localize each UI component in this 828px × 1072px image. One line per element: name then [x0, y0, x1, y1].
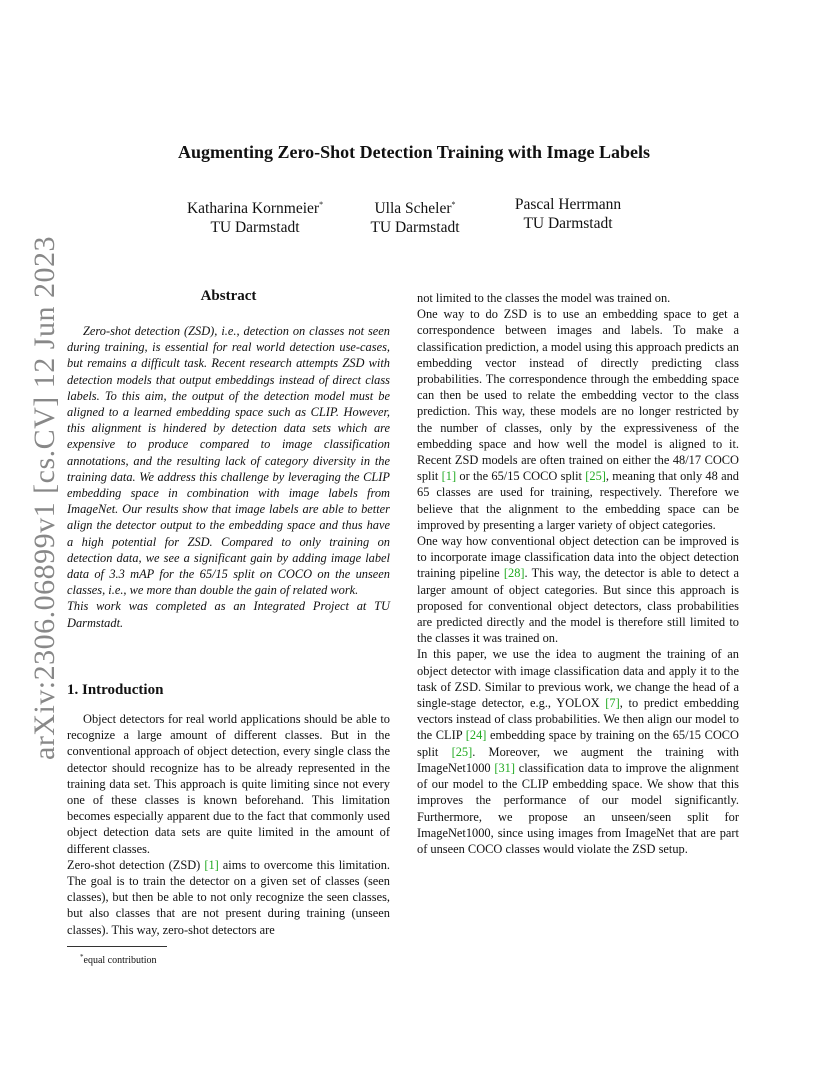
author-affiliation: TU Darmstadt [523, 215, 613, 232]
citation-link[interactable]: [1] [441, 469, 457, 484]
abstract-note: This work was completed as an Integrated Project at TU Darmstadt. [67, 599, 390, 630]
author-block [355, 195, 475, 237]
footnote-text: equal contribution [83, 955, 157, 966]
author-block [170, 195, 340, 237]
author-name: Pascal Herrmann [514, 196, 622, 213]
citation-link[interactable]: [24] [465, 728, 487, 743]
citation-link[interactable]: [25] [585, 469, 606, 484]
abstract-heading: Abstract [200, 288, 257, 304]
introduction-heading: 1. Introduction [67, 682, 164, 698]
author-name: Ulla Scheler* [374, 200, 456, 217]
citation-link[interactable]: [7] [605, 696, 620, 711]
intro-paragraph: not limited to the classes the model was trained on. [417, 291, 671, 305]
citation-link[interactable]: [31] [494, 760, 516, 775]
footnote-rule [67, 946, 167, 947]
footnote [80, 953, 157, 966]
author-affiliation: TU Darmstadt [370, 219, 460, 236]
intro-paragraph: In this paper, we use the idea to augment the training of an object detector with image classification data and apply it to the task of ZSD. Similar to previous work, we change the head of a single-stage detector, e.g., YOLOX [7], to predict embedding vectors instead of class probabilities. We then align our model to the CLIP [24] embedding space by training on the 65/15 COCO split [25]. Moreover, we augment the training with ImageNet1000 [31] classification data to improve the alignment of our model to the CLIP embedding space. We show that this improves the performance of our model significantly. Furthermore, we propose an unseen/seen split for ImageNet1000, since using images from ImageNet that are part of unseen COCO classes would violate the ZSD setup. [417, 647, 739, 856]
arxiv-identifier-stamp: arXiv:2306.06899v1 [cs.CV] 12 Jun 2023 [28, 236, 61, 760]
intro-paragraph: Zero-shot detection (ZSD) [1] aims to overcome this limitation. The goal is to train the detector on a given set of classes (seen classes), but then be able to not only recognize the seen classes, but also classes that are not present during training (unseen classes). This way, zero-shot detectors are [67, 857, 390, 937]
intro-paragraph: Object detectors for real world applications should be able to recognize a large amount of different classes. But in the conventional approach of object detection, every single class the detector should recognize has to be already represented in the training data set. This approach is quite limiting since not every one of these classes is known beforehand. This limitation becomes especially apparent due to the fact that commonly used object detection data sets are quite limited in the amount of different classes. [67, 712, 390, 856]
intro-paragraph: One way to do ZSD is to use an embedding space to get a correspondence between images and labels. To make a classification prediction, a model using this approach predicts an embedding vector instead of directly predicting class probabilities. The correspondence through the embedding space can then be used to relate the embedding vector to the class prediction. This way, these models are no longer restricted by the number of classes, only by the expressiveness of the embedding space and how well the model is aligned to it. Recent ZSD models are often trained on either the 48/17 COCO split [1] or the 65/15 COCO split [25], meaning that only 48 and 65 classes are used for training, respectively. Therefore we believe that the alignment to the embedding space can be improved by presenting a larger variety of object categories. [417, 307, 739, 532]
author-affiliation: TU Darmstadt [210, 219, 300, 236]
citation-link[interactable]: [25] [451, 744, 473, 759]
abstract-text: Zero-shot detection (ZSD), i.e., detection on classes not seen during training, is essential for real world detection use-cases, but remains a difficult task. Recent research attempts ZSD with detection models that output embeddings instead of direct class labels. To this aim, the output of the detection model must be aligned to a learned embedding space such as CLIP. However, this alignment is hindered by detection data sets which are expensive to produce compared to image classification annotations, and the resulting lack of category diversity in the training data. We address this challenge by leveraging the CLIP embedding space in combination with image labels from ImageNet. Our results show that image labels are able to better align the detector output to the embedding space and thus have a high potential for ZSD. Compared to only training on detection data, we see a significant gain by adding image label data of 3.3 mAP for the 65/15 split on COCO on the unseen classes, i.e., we more than double the gain of related work. [67, 324, 390, 598]
introduction-right-column [417, 290, 739, 857]
author-block [498, 195, 638, 233]
abstract-section [67, 323, 390, 631]
introduction-left-column [67, 711, 390, 938]
equal-contribution-mark: * [451, 200, 456, 209]
author-name: Katharina Kornmeier* [186, 200, 324, 217]
citation-link[interactable]: [1] [204, 857, 219, 872]
equal-contribution-mark: * [319, 200, 324, 209]
citation-link[interactable]: [28] [503, 566, 525, 581]
intro-paragraph: One way how conventional object detection can be improved is to incorporate image classification data into the object detection training pipeline [28]. This way, the detector is able to detect a larger amount of object categories. But since this approach is proposed for conventional object detectors, class probabilities are predicted directly and the model is therefore still limited to the classes it was trained on. [417, 534, 739, 646]
footnote-mark: * [80, 953, 84, 961]
paper-title: Augmenting Zero-Shot Detection Training with Image Labels [177, 142, 650, 162]
